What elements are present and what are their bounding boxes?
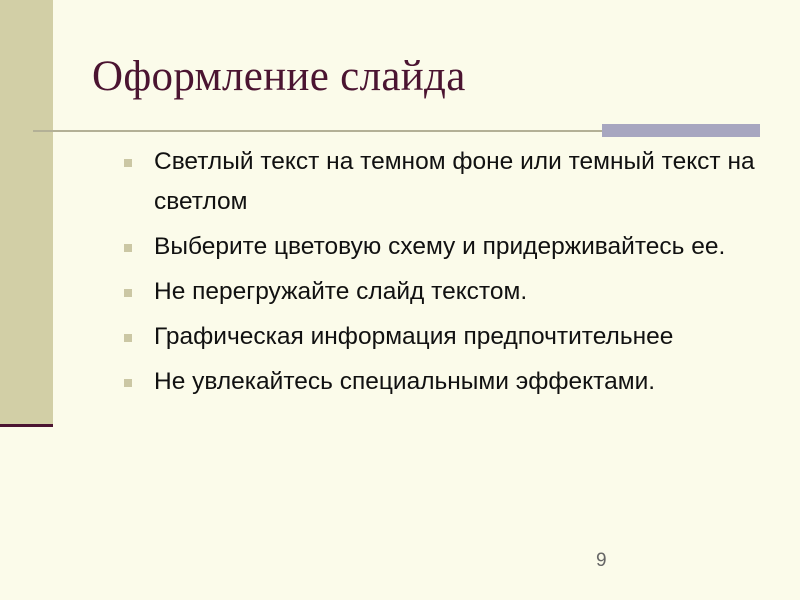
square-bullet-icon: [124, 159, 132, 167]
square-bullet-icon: [124, 244, 132, 252]
title-divider-accent: [602, 124, 760, 137]
bullet-item: [124, 142, 764, 222]
bullet-text: Не перегружайте слайд текстом.: [154, 278, 528, 305]
left-accent-bar: [0, 0, 53, 427]
bullet-text: Светлый текст на темном фоне или темный текст на светлом: [154, 148, 755, 215]
square-bullet-icon: [124, 379, 132, 387]
square-bullet-icon: [124, 334, 132, 342]
bullet-text: Графическая информация предпочтительнее: [154, 323, 674, 350]
bullet-item: [124, 362, 764, 402]
page-number: 9: [596, 550, 607, 571]
bullet-text: Выберите цветовую схему и придерживайтесь ее.: [154, 233, 726, 260]
left-accent-underline: [0, 424, 53, 427]
bullet-text: Не увлекайтесь специальными эффектами.: [154, 368, 656, 395]
bullet-item: [124, 317, 764, 357]
bullet-item: [124, 272, 764, 312]
bullet-list: [124, 142, 764, 407]
square-bullet-icon: [124, 289, 132, 297]
bullet-item: [124, 227, 764, 267]
slide-title: Оформление слайда: [92, 53, 466, 100]
